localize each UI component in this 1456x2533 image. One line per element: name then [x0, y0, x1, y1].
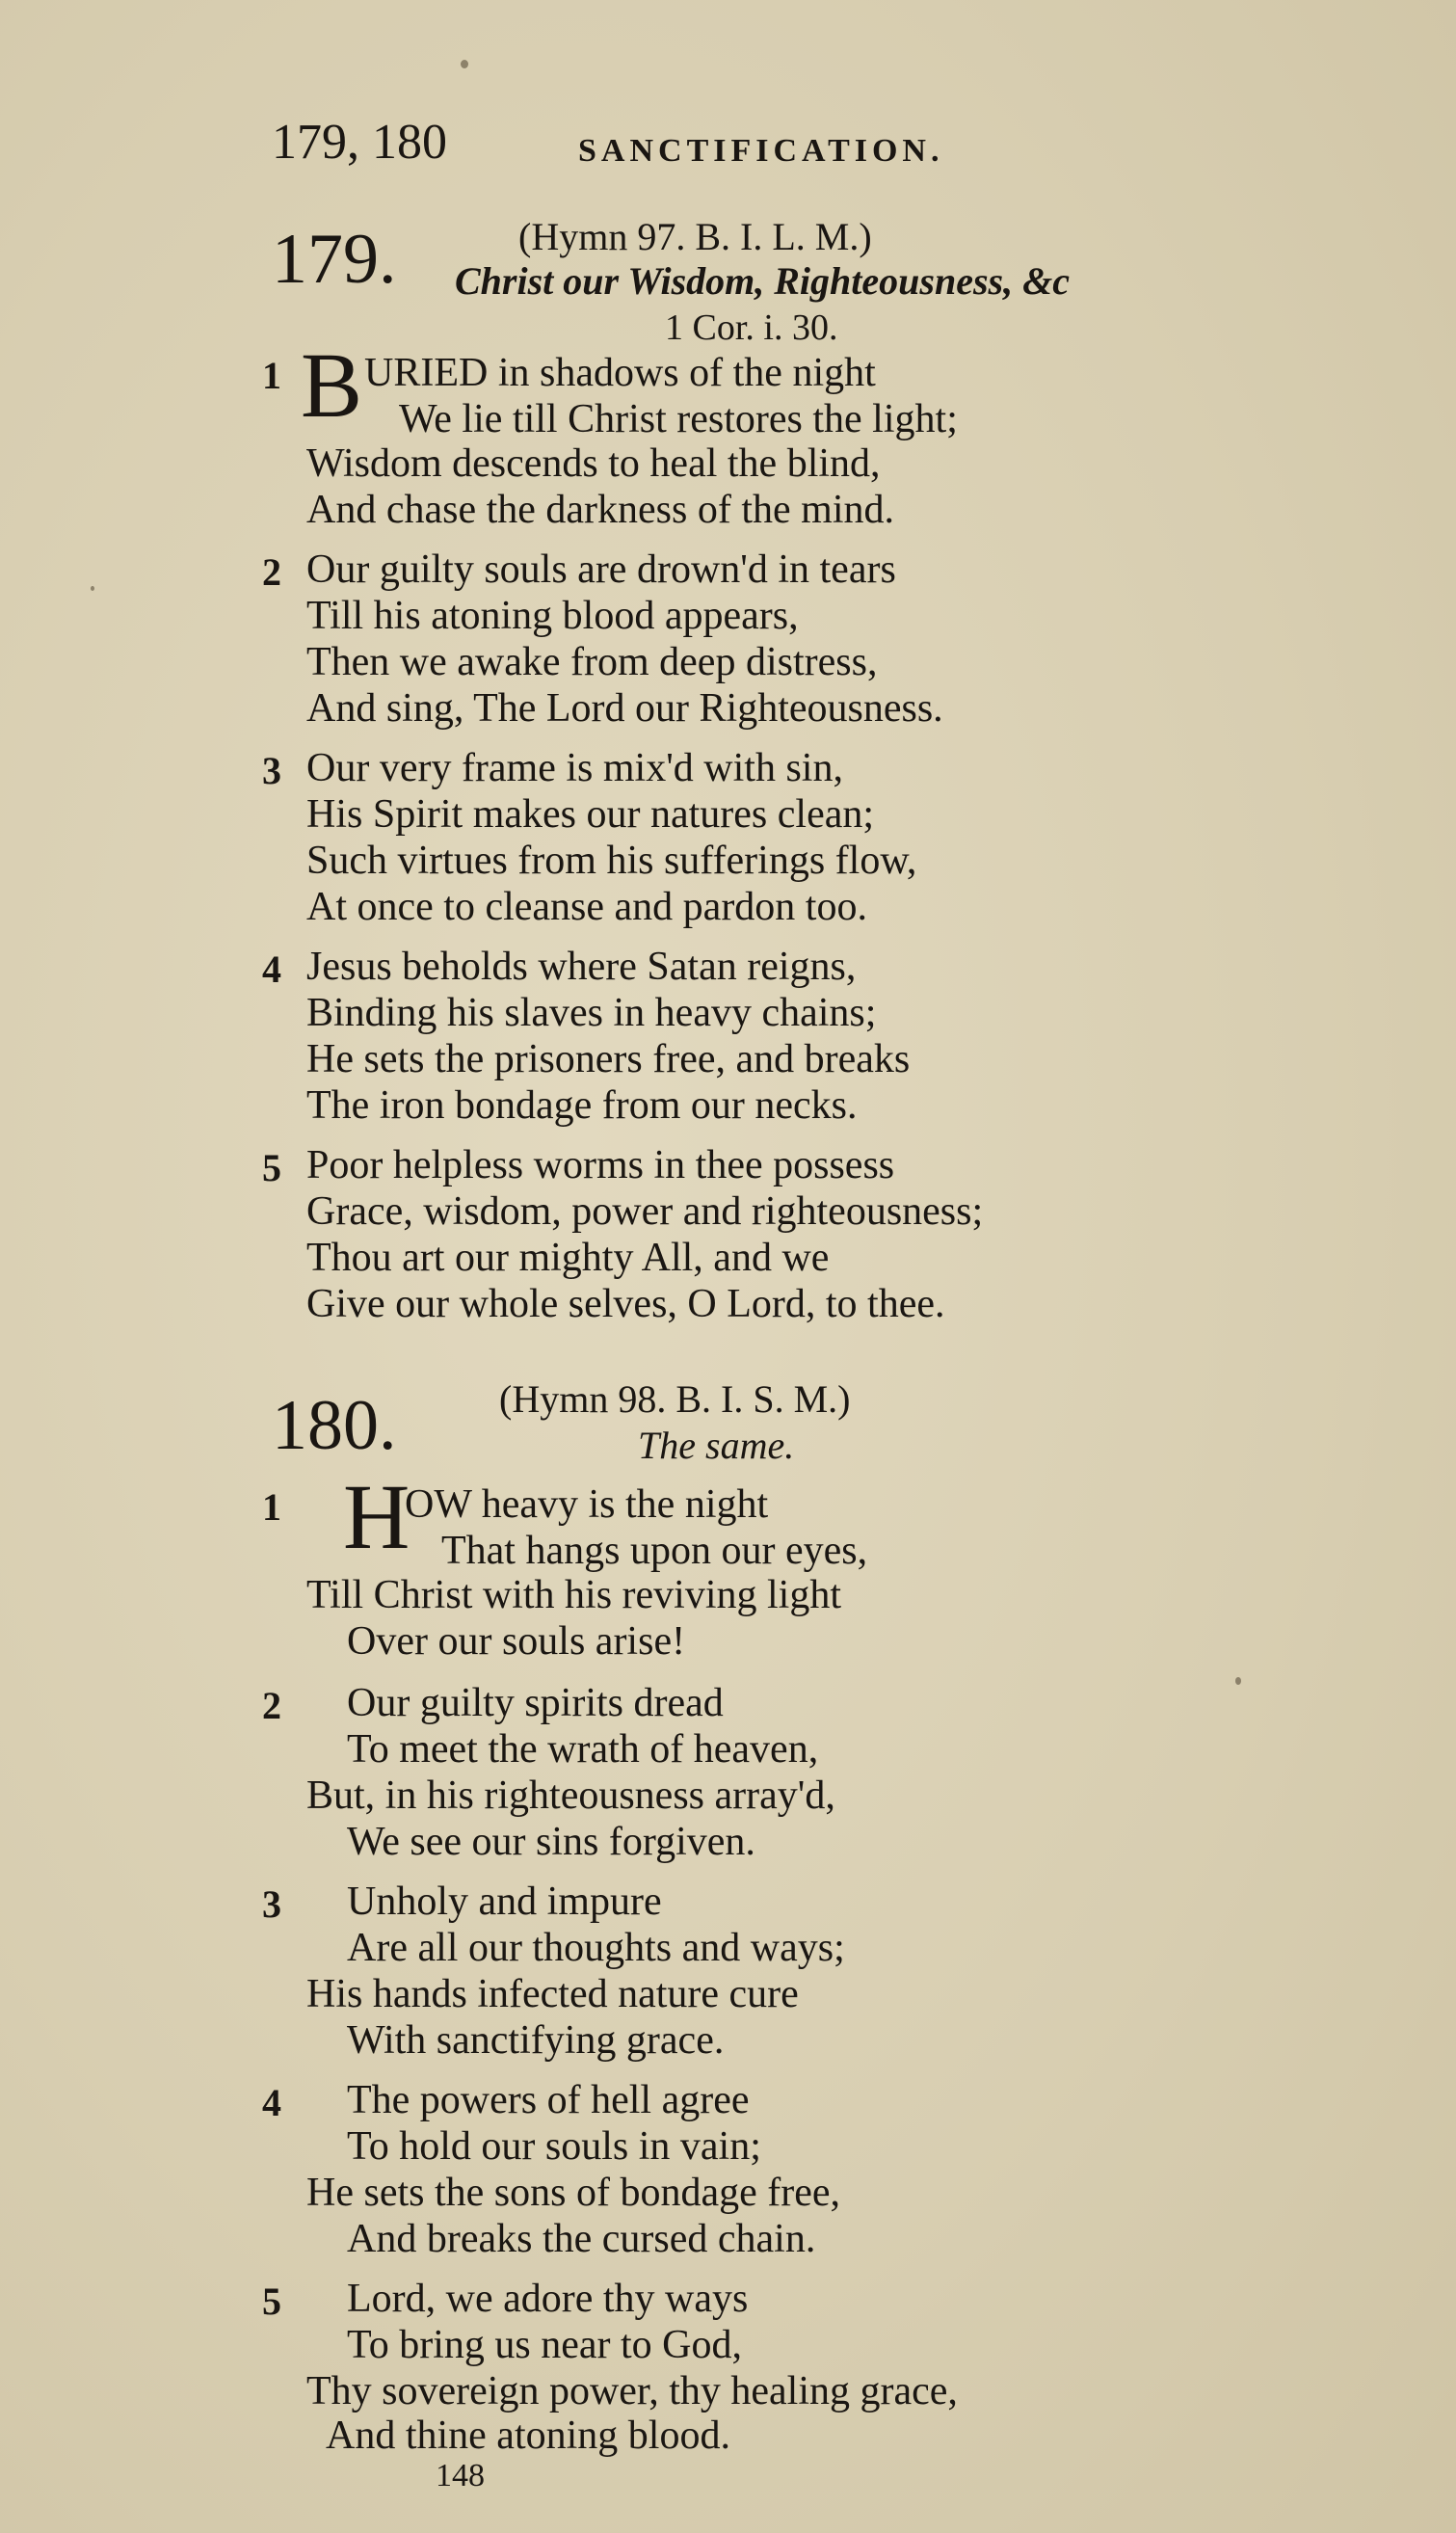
- header-page-numbers: 179, 180: [272, 115, 447, 170]
- hymn-reference: 1 Cor. i. 30.: [665, 307, 838, 348]
- verse-line: We lie till Christ restores the light;: [399, 397, 958, 441]
- verse-line: To bring us near to God,: [347, 2323, 742, 2367]
- verse-line: The iron bondage from our necks.: [306, 1083, 858, 1128]
- verse-line: With sanctifying grace.: [347, 2018, 725, 2063]
- verse-line: Jesus beholds where Satan reigns,: [306, 945, 857, 989]
- hymn-meta: (Hymn 97. B. I. L. M.): [518, 215, 872, 258]
- verse-line: Our guilty souls are drown'd in tears: [306, 547, 896, 592]
- verse-line: Binding his slaves in heavy chains;: [306, 991, 877, 1035]
- verse-line: And breaks the cursed chain.: [347, 2217, 816, 2261]
- hymn-number: 180.: [272, 1386, 397, 1465]
- paper-speck: [1235, 1677, 1241, 1685]
- verse-line: He sets the prisoners free, and breaks: [306, 1037, 911, 1081]
- hymn-subtitle: The same.: [638, 1424, 795, 1467]
- verse-line: Lord, we adore thy ways: [347, 2277, 749, 2321]
- verse-line: And sing, The Lord our Righteousness.: [306, 686, 943, 731]
- verse-number: 1: [262, 354, 281, 397]
- verse-line: At once to cleanse and pardon too.: [306, 885, 867, 929]
- verse-number: 4: [262, 947, 281, 991]
- verse-line: Till Christ with his reviving light: [306, 1573, 842, 1617]
- paper-speck: [461, 60, 468, 68]
- hymn-number: 179.: [272, 220, 397, 299]
- page-folio: 148: [436, 2458, 485, 2493]
- verse-line: Are all our thoughts and ways;: [347, 1926, 845, 1970]
- verse-line: Over our souls arise!: [347, 1619, 686, 1664]
- verse-line: Poor helpless worms in thee possess: [306, 1143, 895, 1187]
- verse-line: And chase the darkness of the mind.: [306, 488, 895, 532]
- hymn-meta: (Hymn 98. B. I. S. M.): [499, 1377, 851, 1421]
- verse-line: He sets the sons of bondage free,: [306, 2171, 840, 2215]
- verse-line: To hold our souls in vain;: [347, 2124, 761, 2169]
- verse-line: We see our sins forgiven.: [347, 1820, 755, 1864]
- paper-speck: [91, 586, 94, 591]
- hymn-subtitle: Christ our Wisdom, Righteousness, &c: [455, 259, 1070, 303]
- verse-number: 4: [262, 2081, 281, 2124]
- verse-line: Thou art our mighty All, and we: [306, 1236, 830, 1280]
- verse-number: 3: [262, 1882, 281, 1926]
- verse-line: Give our whole selves, O Lord, to thee.: [306, 1282, 945, 1326]
- verse-line: Unholy and impure: [347, 1880, 662, 1924]
- verse-line: URIED in shadows of the night: [364, 351, 876, 395]
- verse-number: 2: [262, 550, 281, 594]
- verse-line: His Spirit makes our natures clean;: [306, 792, 875, 837]
- verse-line: Our very frame is mix'd with sin,: [306, 746, 843, 790]
- verse-line: OW heavy is the night: [405, 1482, 769, 1527]
- verse-line: Grace, wisdom, power and righteousness;: [306, 1189, 984, 1234]
- verse-line: And thine atoning blood.: [326, 2413, 730, 2458]
- verse-line: Thy sovereign power, thy healing grace,: [306, 2369, 958, 2413]
- verse-number: 5: [262, 1146, 281, 1189]
- drop-cap: B: [301, 333, 363, 437]
- verse-line: Such virtues from his sufferings flow,: [306, 839, 917, 883]
- verse-line: The powers of hell agree: [347, 2078, 750, 2122]
- verse-line: That hangs upon our eyes,: [441, 1529, 868, 1573]
- header-title: SANCTIFICATION.: [578, 133, 944, 169]
- verse-number: 1: [262, 1485, 281, 1529]
- verse-number: 2: [262, 1684, 281, 1727]
- verse-line: Then we awake from deep distress,: [306, 640, 878, 684]
- verse-line: Wisdom descends to heal the blind,: [306, 441, 881, 486]
- drop-cap: H: [343, 1465, 410, 1568]
- verse-line: His hands infected nature cure: [306, 1972, 799, 2016]
- verse-number: 5: [262, 2280, 281, 2323]
- verse-line: Till his atoning blood appears,: [306, 594, 799, 638]
- verse-line: Our guilty spirits dread: [347, 1681, 724, 1725]
- verse-number: 3: [262, 749, 281, 792]
- verse-line: But, in his righteousness array'd,: [306, 1773, 835, 1818]
- verse-line: To meet the wrath of heaven,: [347, 1727, 819, 1772]
